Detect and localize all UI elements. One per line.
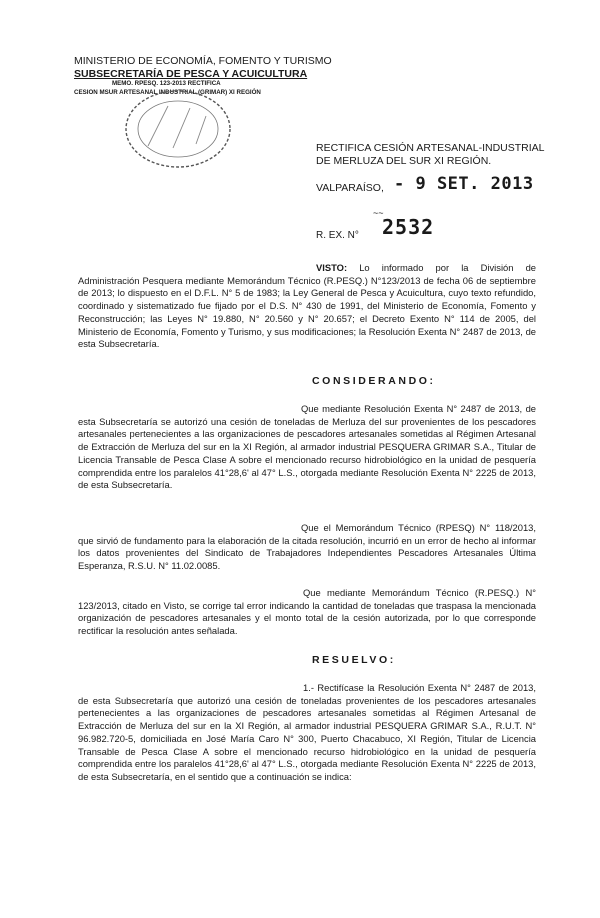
considerando-paragraph-2 [78, 522, 536, 573]
handwritten-mark: ~~ [373, 208, 384, 218]
memo-reference: MEMO. RPESQ. 123-2013 RECTIFICA [112, 80, 221, 87]
considerando-paragraph-3 [78, 587, 536, 638]
resuelvo-text-1: 1.- Rectifícase la Resolución Exenta N° 2487 de 2013, de esta Subsecretaría que autorizó una cesión de toneladas provenientes de los pescadores artesanales pertenecientes a las organizaciones de pescadores artesanales sometidas al Régimen Artesanal de Extracción de Merluza del sur en la XI Región, al armador industrial PESQUERA GRIMAR S.A., R.U.T. N° 96.982.720-5, domiciliada en José María Caro N° 300, Puerto Chacabuco, XI Región, Titular de Licencia Transable de Pesca Clase A sobre el mencionado recurso hidrobiológico en la unidad de pesquería comprendida entre los paralelos 41°28,6' al 47° L.S., otorgada mediante Resolución Exenta N° 2225 de 2013, de esta Subsecretaría, en el sentido que a continuación se indica: [78, 682, 536, 782]
considerando-heading: CONSIDERANDO: [312, 375, 436, 387]
considerando-text-1: Que mediante Resolución Exenta N° 2487 de 2013, de esta Subsecretaría se autorizó una cesión de toneladas de Merluza del sur provenientes de los pescadores artesanales pertenecientes a las organizaciones de pescadores artesanales sometidas al Régimen Artesanal de Extracción de Merluza del sur en la XI Región, al armador industrial PESQUERA GRIMAR S.A., Titular de Licencia Transable de Pesca Clase A sobre el mencionado recurso hidrobiológico en la unidad de pesquería comprendida entre los paralelos 41°28,6' al 47° L.S., otorgada mediante Resolución Exenta N° 2225 de 2013, de esta Subsecretaría. [78, 403, 536, 491]
subject-block [316, 142, 545, 168]
subject-line-2: DE MERLUZA DEL SUR XI REGIÓN. [316, 155, 492, 167]
resolution-label: R. EX. N° [316, 230, 359, 241]
place-label: VALPARAÍSO, [316, 182, 384, 194]
visto-label: VISTO: [316, 262, 348, 273]
visto-paragraph [78, 262, 536, 351]
subsecretaria-name: SUBSECRETARÍA DE PESCA Y ACUICULTURA [74, 67, 308, 80]
subject-line-1: RECTIFICA CESIÓN ARTESANAL-INDUSTRIAL [316, 142, 545, 154]
cesion-reference: CESION MSUR ARTESANAL INDUSTRIAL (GRIMAR) XI REGIÓN [74, 88, 261, 96]
resuelvo-heading: RESUELVO: [312, 654, 396, 666]
resuelvo-paragraph-1 [78, 682, 536, 784]
considerando-paragraph-1 [78, 403, 536, 492]
official-stamp-icon [118, 86, 238, 172]
resolution-number: 2532 [382, 215, 435, 239]
considerando-text-3: Que mediante Memorándum Técnico (R.PESQ.) N° 123/2013, citado en Visto, se corrige tal error indicando la cantidad de toneladas que traspasa la mencionada organización de pescadores artesanales y el monto total de la cesión autorizada, por lo que corresponde rectificar la resolución antes señalada. [78, 587, 536, 637]
visto-text: Lo informado por la División de Administración Pesquera mediante Memorándum Técnico (R.PESQ.) N°123/2013 de fecha 06 de septiembre de 2013; lo dispuesto en el D.F.L. N° 5 de 1983; la Ley General de Pesca y Acuicultura, cuyo texto refundido, coordinado y sistematizado fue fijado por el D.S. N° 430 de 1991, del Ministerio de Economía, Fomento y Reconstrucción; las Leyes N° 19.880, N° 20.560 y N° 20.657; el Decreto Exento N° 114 de 2005, del Ministerio de Economía, Fomento y Turismo, y sus modificaciones; la Resolución Exenta N° 2487 de 2013, de esta Subsecretaría. [78, 262, 536, 350]
considerando-text-2: Que el Memorándum Técnico (RPESQ) N° 118/2013, que sirvió de fundamento para la elaboración de la citada resolución, incurrió en un error de hecho al informar los datos provenientes del Sindicato de Trabajadores Independientes Pescadores Artesanales Última Esperanza, R.S.U. N° 11.02.0085. [78, 522, 536, 572]
ministry-name: MINISTERIO DE ECONOMÍA, FOMENTO Y TURISMO [74, 55, 332, 67]
date-stamp: - 9 SET. 2013 [394, 174, 534, 194]
